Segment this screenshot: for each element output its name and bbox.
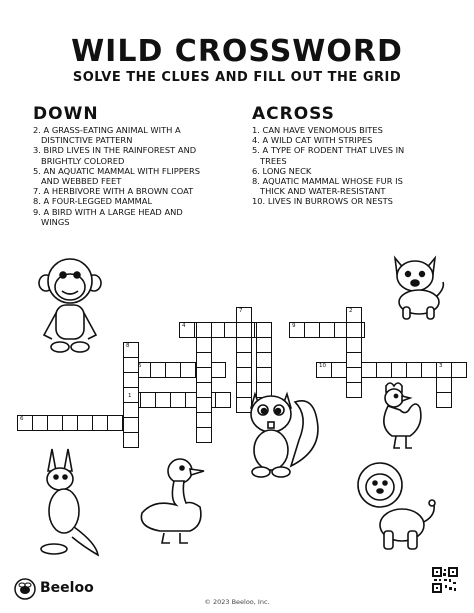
grid-cell[interactable] [376, 362, 392, 378]
grid-cell[interactable] [123, 387, 139, 403]
grid-clue-number: 5 [138, 363, 142, 369]
down-clue: 8. A FOUR-LEGGED MAMMAL [33, 196, 153, 207]
grid-cell[interactable] [391, 362, 407, 378]
grid-cell[interactable] [256, 322, 272, 338]
grid-cell[interactable] [123, 402, 139, 418]
grid-cell[interactable] [150, 362, 166, 378]
grid-clue-number: 7 [239, 308, 243, 314]
lion-icon [356, 455, 440, 555]
grid-cell[interactable] [421, 362, 437, 378]
grid-cell[interactable] [289, 322, 305, 338]
grid-clue-number: 10 [319, 363, 326, 369]
across-clue: 4. A WILD CAT WITH STRIPES [252, 135, 373, 146]
across-clue: 6. LONG NECK [252, 165, 312, 176]
page-subtitle: SOLVE THE CLUES AND FILL OUT THE GRID [72, 70, 402, 85]
across-heading: ACROSS [252, 104, 335, 124]
grid-cell[interactable] [32, 415, 48, 431]
grid-cell[interactable] [331, 362, 347, 378]
grid-cell[interactable] [196, 322, 212, 338]
grid-cell[interactable] [236, 322, 252, 338]
grid-cell[interactable] [436, 392, 452, 408]
squirrel-icon [243, 380, 323, 480]
grid-clue-number: 9 [292, 323, 296, 329]
grid-cell[interactable] [196, 382, 212, 398]
grid-cell[interactable] [236, 337, 252, 353]
grid-cell[interactable] [346, 337, 362, 353]
grid-cell[interactable] [436, 377, 452, 393]
grid-cell[interactable] [123, 417, 139, 433]
copyright-text: © 2023 Beeloo, Inc. [204, 598, 270, 606]
duck-icon [134, 455, 214, 545]
down-clue-list [33, 125, 218, 227]
grid-cell[interactable] [179, 322, 195, 338]
grid-cell[interactable] [180, 362, 196, 378]
down-clue: 7. A HERBIVORE WITH A BROWN COAT [33, 186, 194, 197]
grid-cell[interactable] [210, 362, 226, 378]
bee-logo-icon [14, 578, 36, 600]
down-clue: BRIGHTLY COLORED [41, 155, 125, 166]
grid-cell[interactable] [196, 367, 212, 383]
down-clue: AND WEBBED FEET [41, 176, 122, 187]
kangaroo-icon [36, 447, 104, 557]
grid-cell[interactable] [451, 362, 467, 378]
grid-cell[interactable] [346, 352, 362, 368]
grid-cell[interactable] [346, 307, 362, 323]
down-clue: DISTINCTIVE PATTERN [41, 135, 133, 146]
grid-cell[interactable] [170, 392, 186, 408]
grid-cell[interactable] [123, 357, 139, 373]
grid-cell[interactable] [346, 382, 362, 398]
grid-cell[interactable] [196, 412, 212, 428]
grid-cell[interactable] [256, 337, 272, 353]
across-clue: 8. AQUATIC MAMMAL WHOSE FUR IS [252, 176, 403, 187]
grid-cell[interactable] [436, 362, 452, 378]
across-clue: THICK AND WATER-RESISTANT [260, 186, 386, 197]
grid-cell[interactable] [17, 415, 33, 431]
across-clue: TREES [260, 155, 287, 166]
grid-cell[interactable] [196, 352, 212, 368]
grid-cell[interactable] [346, 322, 362, 338]
grid-cell[interactable] [236, 307, 252, 323]
grid-cell[interactable] [361, 362, 377, 378]
grid-cell[interactable] [123, 372, 139, 388]
brand-name: Beeloo [40, 580, 94, 596]
across-clue: 1. CAN HAVE VENOMOUS BITES [252, 125, 383, 135]
grid-clue-number: 6 [20, 416, 24, 422]
rooster-icon [376, 380, 426, 452]
down-clue: 2. A GRASS-EATING ANIMAL WITH A [33, 125, 181, 135]
down-clue: 3. BIRD LIVES IN THE RAINFOREST AND [33, 145, 197, 156]
grid-cell[interactable] [47, 415, 63, 431]
grid-cell[interactable] [319, 322, 335, 338]
down-clue: WINGS [41, 216, 70, 227]
qr-code-icon [432, 567, 458, 593]
grid-cell[interactable] [215, 392, 231, 408]
grid-cell[interactable] [304, 322, 320, 338]
across-clue-list [252, 125, 452, 207]
grid-cell[interactable] [140, 392, 156, 408]
down-clue: 5. AN AQUATIC MAMMAL WITH FLIPPERS [33, 165, 200, 176]
grid-cell[interactable] [92, 415, 108, 431]
across-clue: 5. A TYPE OF RODENT THAT LIVES IN [252, 145, 405, 156]
grid-cell[interactable] [107, 415, 123, 431]
monkey-icon [38, 255, 104, 355]
grid-cell[interactable] [256, 352, 272, 368]
grid-cell[interactable] [236, 352, 252, 368]
grid-cell[interactable] [316, 362, 332, 378]
page-title: WILD CROSSWORD [71, 34, 403, 69]
grid-cell[interactable] [77, 415, 93, 431]
dog-icon [387, 252, 447, 322]
grid-cell[interactable] [196, 397, 212, 413]
grid-cell[interactable] [123, 432, 139, 448]
grid-clue-number: 1 [128, 393, 132, 399]
grid-cell[interactable] [155, 392, 171, 408]
down-clue: 9. A BIRD WITH A LARGE HEAD AND [33, 206, 183, 217]
grid-cell[interactable] [62, 415, 78, 431]
across-clue: 10. LIVES IN BURROWS OR NESTS [252, 196, 393, 207]
grid-cell[interactable] [346, 367, 362, 383]
grid-clue-number: 4 [182, 323, 186, 329]
grid-cell[interactable] [406, 362, 422, 378]
grid-cell[interactable] [196, 427, 212, 443]
grid-clue-number: 2 [349, 308, 353, 314]
grid-clue-number: 3 [439, 363, 443, 369]
grid-cell[interactable] [165, 362, 181, 378]
down-heading: DOWN [33, 104, 99, 124]
grid-cell[interactable] [123, 342, 139, 358]
grid-cell[interactable] [196, 337, 212, 353]
grid-clue-number: 8 [126, 343, 130, 349]
